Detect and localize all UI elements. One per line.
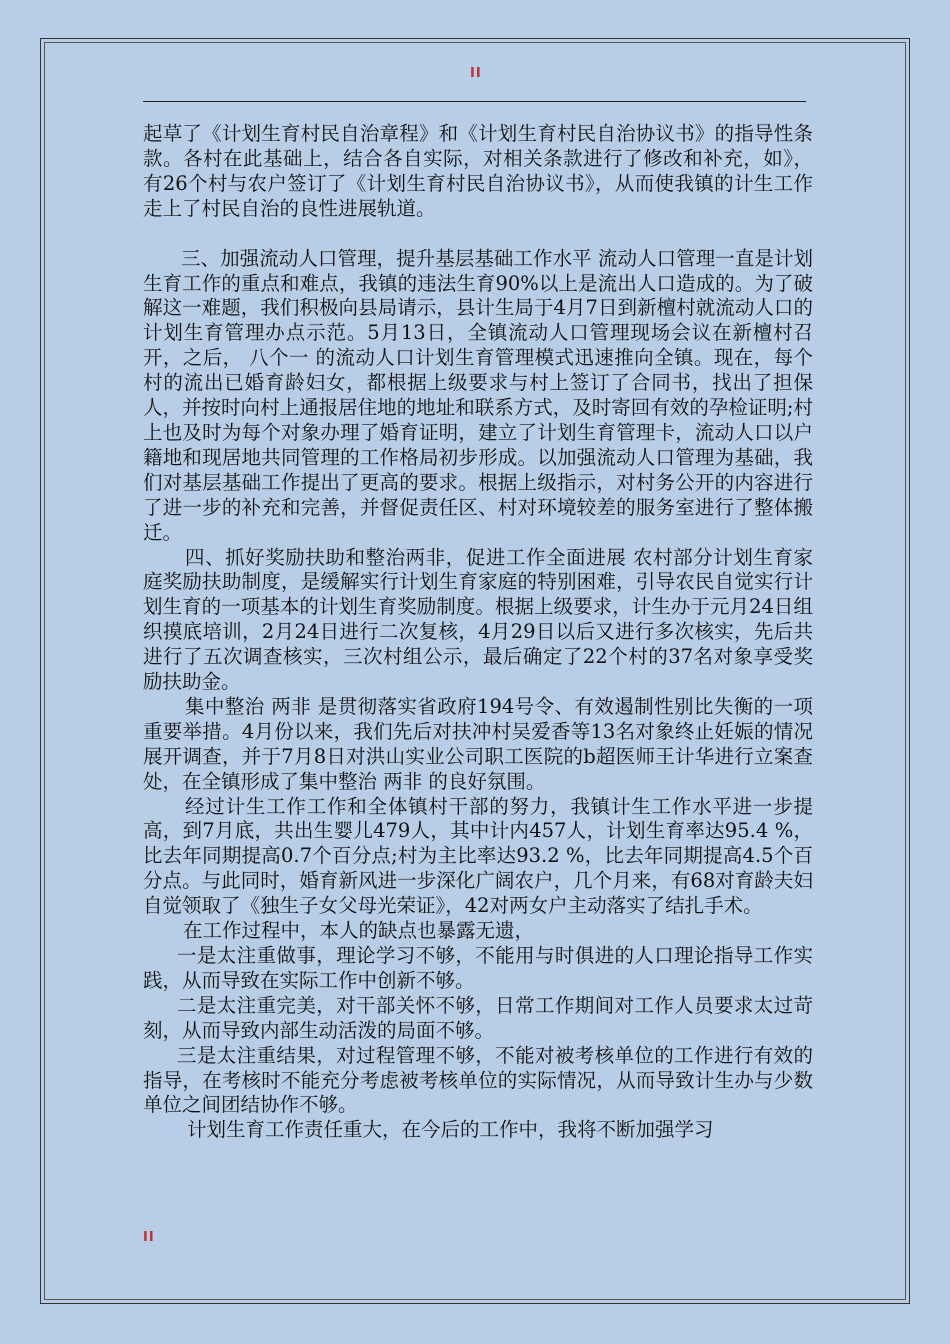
paragraph-5: 经过计生工作工作和全体镇村干部的努力，我镇计生工作水平进一步提高，到7月底，共出生婴儿479人，其中计内457人，计划生育率达95.4 %， 比去年同期提高0.7个百分点;村为主比率达93.2 %，比去年同期提高4.5个百分点。与此同时，婚育新风进一步深化广阔农户，几个月来，有68对育龄夫妇自觉领取了《独生子女父母光荣证》，42对两女户主动落实了结扎手术。: [143, 794, 813, 918]
paragraph-10: 计划生育工作责任重大，在今后的工作中，我将不断加强学习: [187, 1118, 714, 1142]
paragraph-1: 起草了《计划生育村民自治章程》和《计划生育村民自治协议书》的指导性条款。各村在此基础上，结合各自实际，对相关条款进行了修改和补充，如》，有26个村与农户签订了《计划生育村民自治协议书》，从而使我镇的计生工作走上了村民自治的良性进展轨道。: [143, 122, 813, 220]
paragraph-2: 三、加强流动人口管理，提升基层基础工作水平 流动人口管理一直是计划生育工作的重点和难点，我镇的违法生育90%以上是流出人口造成的。为了破解这一难题，我们积极向县局请示，县计生局于4月7日到新檀村就流动人口的计划生育管理办点示范。5月13日，全镇流动人口管理现场会议在新檀村召开，之后， 八个一 的流动人口计划生育管理模式迅速推向全镇。现在，每个村的流出已婚育龄妇女，都根据上级要求与村上签订了合同书，找出了担保人，并按时向村上通报居住地的地址和联系方式，及时寄回有效的孕检证明;村上也及时为每个对象办理了婚育证明，建立了计划生育管理卡，流动人口以户籍地和现居地共同管理的工作格局初步形成。以加强流动人口管理为基础，我们对基层基础工作提出了更高的要求。根据上级指示，对村务公开的内容进行了进一步的补充和完善，并督促责任区、村对环境较差的服务室进行了整体搬迁。: [143, 246, 813, 544]
paragraph-gap: [143, 222, 813, 247]
document-body: [143, 122, 813, 1143]
header-rule: [143, 101, 806, 102]
paragraph-3: 四、抓好奖励扶助和整治两非，促进工作全面进展 农村部分计划生育家庭奖励扶助制度，是缓解实行计划生育家庭的特别困难，引导农民自觉实行计划生育的一项基本的计划生育奖励制度。根据上级要求，计生办于元月24日组织摸底培训，2月24日进行二次复核，4月29日以后又进行多次核实，先后共进行了五次调查核实，三次村组公示，最后确定了22个村的37名对象享受奖励扶助金。: [143, 545, 813, 694]
header-mark: II: [470, 66, 482, 81]
footer-mark: II: [143, 1230, 155, 1245]
paragraph-4: 集中整治 两非 是贯彻落实省政府194号令、有效遏制性别比失衡的一项重要举措。4月份以来，我们先后对扶冲村吴爱香等13名对象终止妊娠的情况展开调查，并于7月8日对洪山实业公司职工医院的b超医师王计华进行立案查处，在全镇形成了集中整治 两非 的良好氛围。: [143, 694, 813, 793]
paragraph-6: 在工作过程中，本人的缺点也暴露无遗，: [183, 919, 535, 943]
paragraph-8: 二是太注重完美，对干部关怀不够，日常工作期间对工作人员要求太过苛刻，从而导致内部生动活泼的局面不够。: [143, 993, 813, 1042]
paragraph-9: 三是太注重结果，对过程管理不够，不能对被考核单位的工作进行有效的指导，在考核时不能充分考虑被考核单位的实际情况，从而导致计生办与少数单位之间团结协作不够。: [143, 1043, 813, 1117]
paragraph-7: 一是太注重做事，理论学习不够，不能用与时俱进的人口理论指导工作实践，从而导致在实际工作中创新不够。: [143, 944, 813, 992]
